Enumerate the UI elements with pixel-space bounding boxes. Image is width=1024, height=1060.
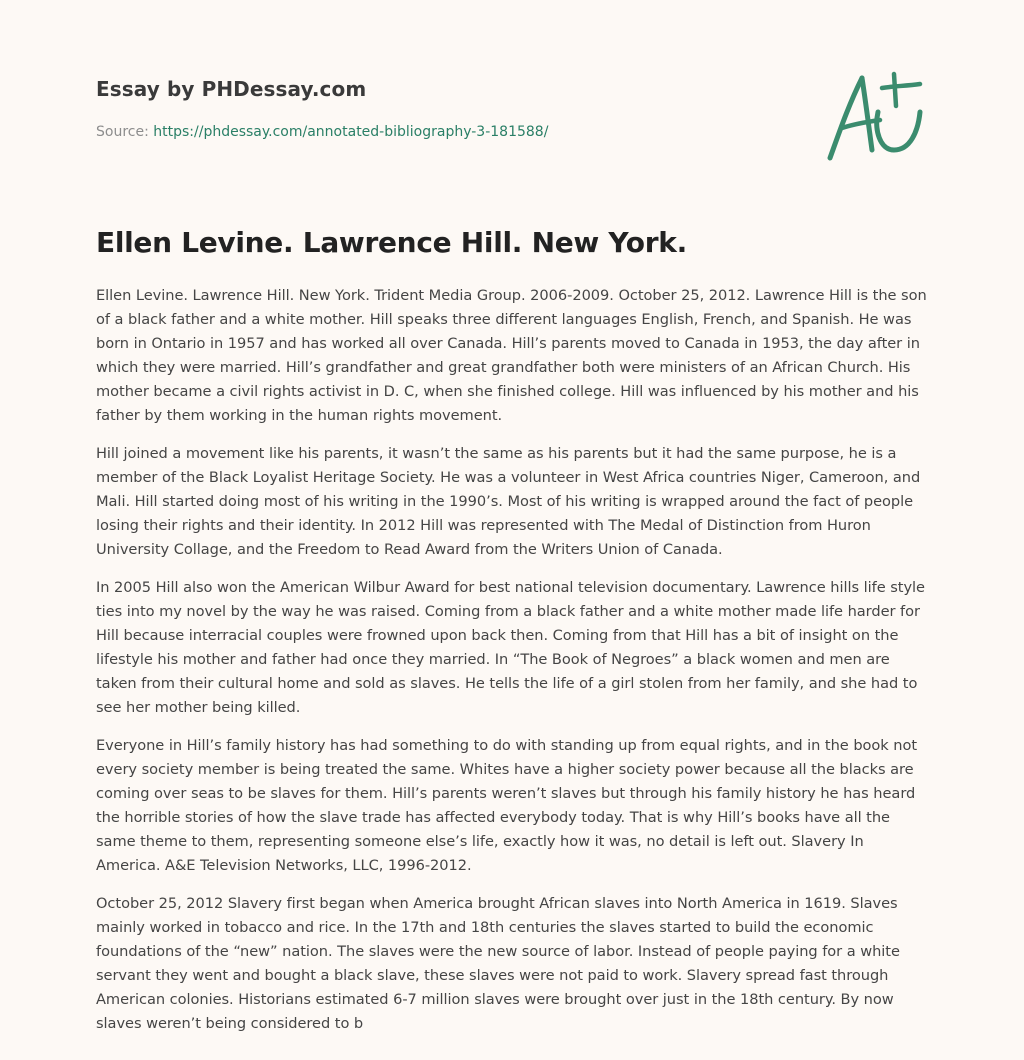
essay-paragraph: Hill joined a movement like his parents, it wasn’t the same as his parents but it had the same purpose, he is a member of the Black Loyalist Heritage Society. He was a volunteer in West Africa countries Niger, Cameroon, and Mali. Hill started doing most of his writing in the 1990’s. Most of his writing is wrapped around the fact of people losing their rights and their identity. In 2012 Hill was represented with The Medal of Distinction from Huron University Collage, and the Freedom to Read Award from the Writers Union of Canada. <box>96 445 921 558</box>
essay-header <box>96 74 796 142</box>
source-label: Source: <box>96 124 154 140</box>
source-line <box>96 122 796 142</box>
essay-body <box>96 284 928 1050</box>
site-brand: Essay by PHDessay.com <box>96 77 367 101</box>
essay-paragraph: In 2005 Hill also won the American Wilbur Award for best national television documentary. Lawrence hills life style ties into my novel by the way he was raised. Coming from a black father and a white mother made life harder for Hill because interracial couples were frowned upon back then. Coming from that Hill has a bit of insight on the lifestyle his mother and father had once they married. In “The Book of Negroes” a black women and men are taken from their cultural home and sold as slaves. He tells the life of a girl stolen from her family, and she had to see her mother being killed. <box>96 579 925 716</box>
a-plus-grade-logo-icon <box>820 66 930 166</box>
essay-paragraph: October 25, 2012 Slavery first began when America brought African slaves into North America in 1619. Slaves mainly worked in tobacco and rice. In the 17th and 18th centuries the slaves started to build the economic foundations of the “new” nation. The slaves were the new source of labor. Instead of people paying for a white servant they went and bought a black slave, these slaves were not paid to work. Slavery spread fast through American colonies. Historians estimated 6-7 million slaves were brought over just in the 18th century. By now slaves weren’t being considered to b <box>96 895 900 1032</box>
essay-paragraph: Everyone in Hill’s family history has had something to do with standing up from equal rights, and in the book not every society member is being treated the same. Whites have a higher society power because all the blacks are coming over seas to be slaves for them. Hill’s parents weren’t slaves but through his family history he has heard the horrible stories of how the slave trade has affected everybody today. That is why Hill’s books have all the same theme to them, representing someone else’s life, exactly how it was, no detail is left out. Slavery In America. A&E Television Networks, LLC, 1996-2012. <box>96 737 918 874</box>
essay-paragraph: Ellen Levine. Lawrence Hill. New York. Trident Media Group. 2006-2009. October 25, 2012. Lawrence Hill is the son of a black father and a white mother. Hill speaks three different languages English, French, and Spanish. He was born in Ontario in 1957 and has worked all over Canada. Hill’s parents moved to Canada in 1953, the day after in which they were married. Hill’s grandfather and great grandfather both were ministers of an African Church. His mother became a civil rights activist in D. C, when she finished college. Hill was influenced by his mother and his father by them working in the human rights movement. <box>96 287 927 424</box>
essay-title: Ellen Levine. Lawrence Hill. New York. <box>96 226 687 259</box>
source-link[interactable]: https://phdessay.com/annotated-bibliography-3-181588/ <box>153 124 549 140</box>
